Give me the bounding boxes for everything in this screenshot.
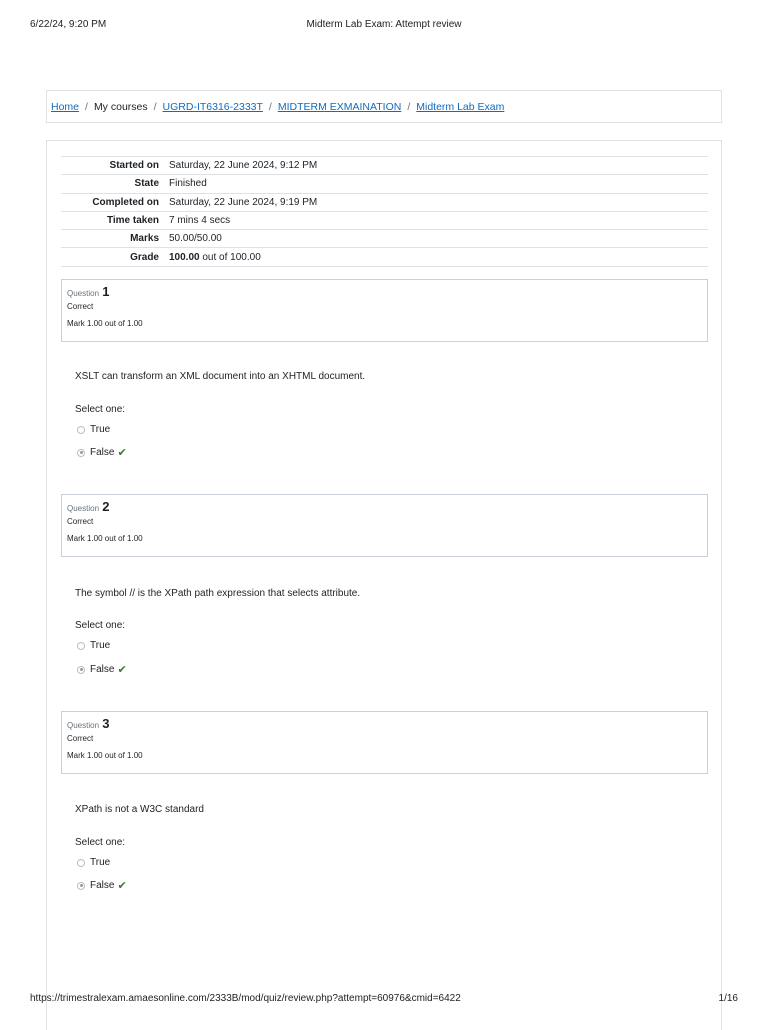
- option-label: True: [90, 424, 111, 435]
- option-true[interactable]: [77, 424, 110, 435]
- radio-button[interactable]: [77, 642, 85, 650]
- summary-label: Started on: [61, 157, 165, 175]
- question-mark: Mark 1.00 out of 1.00: [67, 319, 143, 328]
- option-label: False: [90, 880, 115, 891]
- summary-value: Saturday, 22 June 2024, 9:12 PM: [165, 157, 708, 175]
- radio-button[interactable]: [77, 859, 85, 867]
- summary-label: State: [61, 175, 165, 193]
- question-mark: Mark 1.00 out of 1.00: [67, 534, 143, 543]
- breadcrumb-my-courses: My courses: [93, 100, 148, 113]
- breadcrumb-separator: /: [153, 100, 157, 113]
- summary-value: 7 mins 4 secs: [165, 211, 708, 229]
- radio-button-checked[interactable]: [77, 882, 85, 890]
- option-label: False: [90, 447, 115, 458]
- grade-score: 100.00: [169, 251, 200, 263]
- check-icon: ✔: [117, 664, 127, 676]
- table-row: [61, 175, 708, 193]
- question-prefix: Question: [67, 721, 100, 730]
- radio-button-checked[interactable]: [77, 666, 85, 674]
- table-row: [61, 157, 708, 175]
- print-url: https://trimestralexam.amaesonline.com/2333B/mod/quiz/review.php?attempt=60976&cmid=6422: [30, 993, 461, 1004]
- option-false[interactable]: [77, 446, 127, 459]
- question-state: Correct: [67, 517, 94, 526]
- breadcrumb-course-link[interactable]: UGRD-IT6316-2333T: [162, 100, 263, 113]
- table-row: [61, 248, 708, 266]
- table-row: [61, 211, 708, 229]
- option-false[interactable]: [77, 879, 127, 892]
- print-title: Midterm Lab Exam: Attempt review: [306, 19, 462, 30]
- question-number: [67, 284, 707, 299]
- check-icon: ✔: [117, 880, 127, 892]
- question-text: XPath is not a W3C standard: [75, 804, 204, 815]
- option-false[interactable]: [77, 663, 127, 676]
- table-row: [61, 230, 708, 248]
- question-text: The symbol // is the XPath path expression that selects attribute.: [75, 588, 361, 599]
- option-label: False: [90, 664, 115, 675]
- summary-value: Finished: [165, 175, 708, 193]
- radio-button[interactable]: [77, 426, 85, 434]
- print-footer: [0, 993, 768, 1007]
- breadcrumb-separator: /: [407, 100, 411, 113]
- summary-grade-value: [165, 248, 708, 266]
- breadcrumb-separator: /: [268, 100, 272, 113]
- grade-out-of: out of 100.00: [199, 251, 261, 263]
- summary-label: Grade: [61, 248, 165, 266]
- summary-label: Time taken: [61, 211, 165, 229]
- breadcrumb-quiz-link[interactable]: Midterm Lab Exam: [416, 100, 505, 113]
- question-number-value: 1: [102, 284, 110, 299]
- summary-value: 50.00/50.00: [165, 230, 708, 248]
- question-number: [67, 716, 707, 731]
- option-true[interactable]: [77, 857, 110, 868]
- option-true[interactable]: [77, 640, 110, 651]
- question-info-2: [61, 494, 708, 557]
- summary-value: Saturday, 22 June 2024, 9:19 PM: [165, 193, 708, 211]
- question-info-3: [61, 711, 708, 774]
- question-state: Correct: [67, 302, 94, 311]
- question-prefix: Question: [67, 504, 100, 513]
- option-label: True: [90, 640, 111, 651]
- question-text: XSLT can transform an XML document into an XHTML document.: [75, 371, 366, 382]
- select-one-label: Select one:: [75, 837, 126, 848]
- question-number-value: 2: [102, 499, 110, 514]
- breadcrumb-home-link[interactable]: Home: [51, 100, 80, 113]
- breadcrumb: [46, 90, 722, 123]
- breadcrumb-section-link[interactable]: MIDTERM EXMAINATION: [277, 100, 402, 113]
- select-one-label: Select one:: [75, 620, 126, 631]
- summary-label: Completed on: [61, 193, 165, 211]
- summary-label: Marks: [61, 230, 165, 248]
- table-row: [61, 193, 708, 211]
- select-one-label: Select one:: [75, 404, 126, 415]
- review-container: [46, 140, 722, 1030]
- print-page-count: 1/16: [718, 993, 738, 1004]
- check-icon: ✔: [117, 447, 127, 459]
- print-date: 6/22/24, 9:20 PM: [30, 19, 107, 30]
- breadcrumb-separator: /: [85, 100, 88, 113]
- question-state: Correct: [67, 734, 94, 743]
- question-number-value: 3: [102, 716, 110, 731]
- option-label: True: [90, 857, 111, 868]
- question-number: [67, 499, 707, 514]
- attempt-summary-table: [61, 156, 708, 267]
- question-prefix: Question: [67, 289, 100, 298]
- question-info-1: [61, 279, 708, 342]
- radio-button-checked[interactable]: [77, 449, 85, 457]
- print-header: [0, 19, 768, 33]
- question-mark: Mark 1.00 out of 1.00: [67, 751, 143, 760]
